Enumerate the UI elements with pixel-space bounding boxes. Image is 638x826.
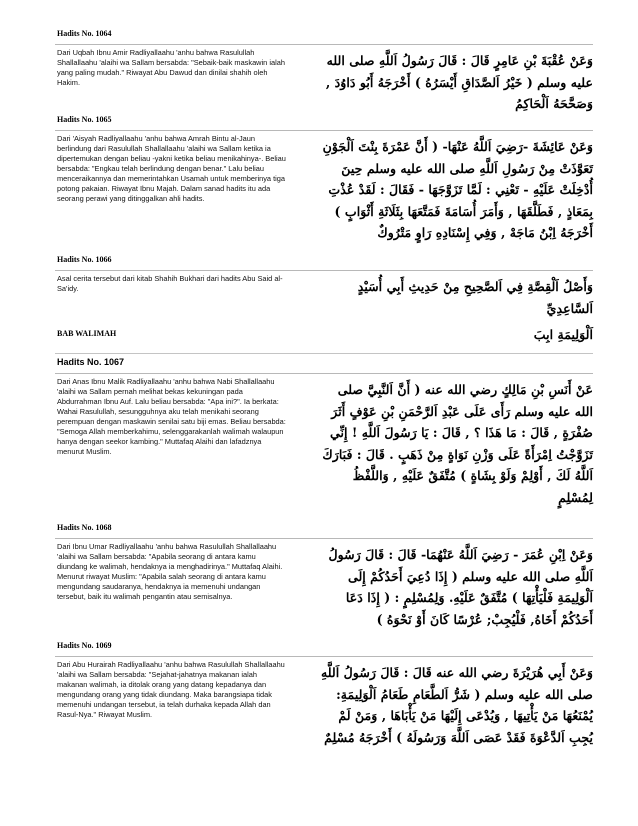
hadits-section-1064 <box>55 27 593 113</box>
hadits-translation: Dari Anas Ibnu Malik Radliyallaahu 'anhu bahwa Nabi Shallallaahu 'alaihi wa Sallam pernah melihat bekas kekuningan pada Abdurrahman Ibnu Auf. Lalu beliau bersabda: "Apa ini?". Ia berkata: Wahai Rasulullah, sesungguhnya aku telah menikahi seorang perempuan dengan maskawin senilai satu biji emas. Beliau bersabda: "Semoga Allah memberkahimu, selenggarakanlah walimah walaupun hanya dengan seekor kambing." Muttafaq Alaihi dan lafadznya menurut Muslim. <box>57 377 286 456</box>
hadits-translation: Dari Ibnu Umar Radliyallaahu 'anhu bahwa Rasulullah Shallallaahu 'alaihi wa Sallam bersabda: "Apabila seorang di antara kamu diundang ke walimah, hendaknya ia menghadirinya." Muttafaq Alaihi. Menurut riwayat Muslim: "Apabila salah seorang di antara kamu mengundang saudaranya, hendaknya ia memenuhi undangan tersebut, baik itu walimah pengantin atau semisalnya. <box>57 542 283 601</box>
hadits-arabic: عَنْ أَنَسِ بْنِ مَالِكٍ رضي الله عنه ( أَنَّ اَلنَّبِيَّ صلى الله عليه وسلم رَأَى عَلَى عَبْدِ اَلرَّحْمَنِ بْنِ عَوْفٍ أَثَرَ صُفْرَةٍ , قَالَ : مَا هَذَا ؟ , قَالَ : يَا رَسُولَ اَللَّهِ ! إِنِّي تَزَوَّجْتُ اِمْرَأَةً عَلَى وَزْنِ نَوَاةٍ مِنْ ذَهَبٍ . قَالَ : فَبَارَكَ اَللَّهُ لَكَ , أَوْلِمْ وَلَوْ بِشَاةٍ ) مُتَّفَقٌ عَلَيْهِ , وَاللَّفْظُ لِمُسْلِمٍ <box>322 382 593 505</box>
hadits-section-1067 <box>55 353 593 521</box>
hadits-arabic: وَأَصْلُ اَلْقِصَّةِ فِي اَلصَّحِيحِ مِنْ حَدِيثِ أَبِي أُسَيْدٍ اَلسَّاعِدِيِّ <box>357 279 593 316</box>
hadits-section-1068 <box>55 521 593 639</box>
hadits-section-1069 <box>55 639 593 769</box>
hadits-arabic: وَعَنْ اِبْنِ عُمَرَ - رَضِيَ اَللَّهُ عَنْهُمَا- قَالَ : قَالَ رَسُولُ اَللَّهِ صلى الله عليه وسلم ( إِذَا دُعِيَ أَحَدُكُمْ إِلَى اَلْوَلِيمَةِ فَلْيَأْتِهَا ) مُتَّفَقٌ عَلَيْهِ. وَلِمُسْلِمٍ : ( إِذَا دَعَا أَحَدُكُمْ أَخَاهُ, فَلْيُجِبْ; عُرْسًا كَانَ أَوْ نَحْوَهُ ) <box>328 547 593 627</box>
hadits-translation: Asal cerita tersebut dari kitab Shahih Bukhari dari hadits Abu Said al-Sa'idy. <box>57 274 283 293</box>
chapter-section <box>55 325 593 353</box>
hadits-arabic: وَعَنْ عَائِشَةَ -رَضِيَ اَللَّهُ عَنْهَا- ( أَنَّ عَمْرَةَ بِنْتَ اَلْجَوْنِ تَعَوَّذَتْ مِنْ رَسُولِ اَللَّهِ صلى الله عليه وسلم حِينَ أُدْخِلَتْ عَلَيْهِ - تَعْنِي : لَمَّا تَزَوَّجَهَا - فَقَالَ : لَقَدْ عُذْتِ بِمَعَاذٍ , فَطَلَّقَهَا , وَأَمَرَ أُسَامَةَ فَمَتَّعَهَا بِثَلَاثَةِ أَثْوَابٍ ) أَخْرَجَهُ اِبْنُ مَاجَهْ , وَفِي إِسْنَادِهِ رَاوٍ مَتْرُوكٌ <box>322 139 593 240</box>
hadits-title: Hadits No. 1065 <box>55 113 593 131</box>
chapter-title: BAB WALIMAH <box>57 329 117 338</box>
hadits-section-1066 <box>55 253 593 325</box>
hadits-title: Hadits No. 1068 <box>55 521 593 539</box>
hadits-title: Hadits No. 1067 <box>55 354 593 374</box>
hadits-translation: Dari Uqbah Ibnu Amir Radliyallaahu 'anhu bahwa Rasulullah Shallallaahu 'alaihi wa Sallam bersabda: "Sebaik-baik maskawin ialah yang paling mudah." Riwayat Abu Dawud dan dinilai shahih oleh Hakim. <box>57 48 285 87</box>
hadits-section-1065 <box>55 113 593 253</box>
hadits-title: Hadits No. 1064 <box>55 27 593 45</box>
hadits-arabic: وَعَنْ عُقْبَةَ بْنِ عَامِرٍ قَالَ : قَالَ رَسُولُ اَللَّهِ صلى الله عليه وسلم ( خَيْرُ اَلصَّدَاقِ أَيْسَرُهُ ) أَخْرَجَهُ أَبُو دَاوُدَ , وَصَحَّحَهُ اَلْحَاكِمُ <box>325 53 593 111</box>
document-page <box>55 27 593 769</box>
hadits-translation: Dari 'Aisyah Radliyallaahu 'anhu bahwa Amrah Bintu al-Jaun berlindung dari Rasulullah Shallallaahu 'alaihi wa Sallam ketika ia dipertemukan dengan beliau -yakni ketika beliau menikahinya-. Beliau bersabda: "Engkau telah berlindung dengan benar." Lalu beliau menceraikannya dan memerintahkan Usamah untuk memberinya tiga potong pakaian. Riwayat Ibnu Majah. Dalam sanad hadits itu ada seorang perawi yang ditinggalkan ahli hadits. <box>57 134 286 203</box>
hadits-title: Hadits No. 1069 <box>55 639 593 657</box>
hadits-translation: Dari Abu Hurairah Radliyallaahu 'anhu bahwa Rasulullah Shallallaahu 'alaihi wa Sallam bersabda: "Sejahat-jahatnya makanan ialah makanan walimah, ia ditolak orang yang datang kepadanya dan mengundang orang yang tidak diundang. Maka barangsiapa tidak memenuhi undangan tersebut, ia telah durhaka kepada Allah dan Rasul-Nya." Riwayat Muslim. <box>57 660 285 719</box>
hadits-arabic: وَعَنْ أَبِي هُرَيْرَةَ رضي الله عنه قَالَ : قَالَ رَسُولُ اَللَّهِ صلى الله عليه وسلم ( شَرُّ اَلطَّعَامِ طَعَامُ اَلْوَلِيمَةِ: يُمْنَعُهَا مَنْ يَأْتِيهَا , وَيُدْعَى إِلَيْهَا مَنْ يَأْبَاهَا , وَمَنْ لَمْ يُجِبِ اَلدَّعْوَةَ فَقَدْ عَصَى اَللَّهَ وَرَسُولَهُ ) أَخْرَجَهُ مُسْلِمٌ <box>321 665 593 745</box>
hadits-title: Hadits No. 1066 <box>55 253 593 271</box>
chapter-arabic-title: اَلْوَلِيمَةِ ابِبَ <box>533 327 593 342</box>
